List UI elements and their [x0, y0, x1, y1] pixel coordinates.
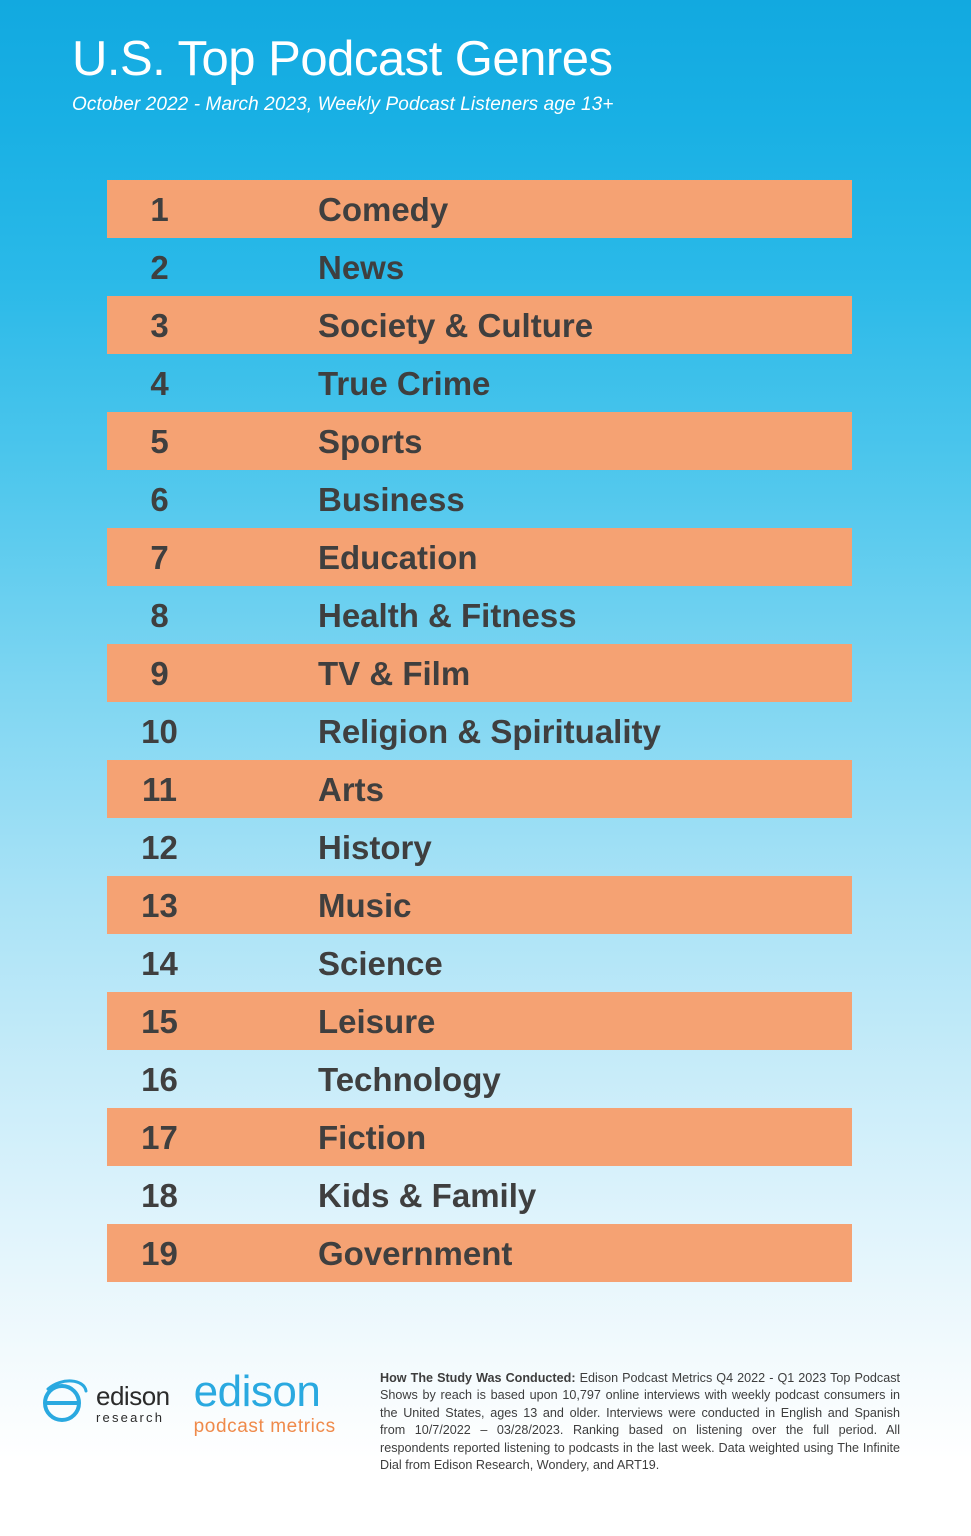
edison-research-word1: edison [96, 1380, 170, 1411]
rank-number: 6 [150, 480, 169, 518]
rank-number: 9 [150, 654, 169, 692]
study-body: Edison Podcast Metrics Q4 2022 - Q1 2023 Top Podcast Shows by reach is based upon 10,797 online interviews with weekly podcast consumers in the United States, ages 13 and older. Interviews were conducted in English and Spanish from 10/7/2022 – 03/28/2023. Ranking based on listening over the full period. All respondents reported listening to podcasts in the last week. Data weighted using The Infinite Dial from Edison Research, Wondery, and ART19. [380, 1371, 900, 1472]
genre-label: Kids & Family [318, 1176, 537, 1214]
table-row [107, 818, 852, 876]
rank-number: 5 [150, 422, 169, 460]
genre-label: Education [318, 538, 478, 576]
genre-label: Business [318, 480, 465, 518]
table-row [107, 586, 852, 644]
genre-label: Sports [318, 422, 423, 460]
table-row [107, 354, 852, 412]
table-row [107, 1166, 852, 1224]
page-title: U.S. Top Podcast Genres [72, 32, 613, 86]
rank-number: 1 [150, 190, 169, 228]
edison-research-logo [36, 1373, 170, 1434]
table-row [107, 934, 852, 992]
rank-number: 7 [150, 538, 169, 576]
table-row [107, 528, 852, 586]
table-row [107, 180, 852, 238]
genre-label: Health & Fitness [318, 596, 577, 634]
logo-group [0, 1367, 380, 1437]
genre-label: Comedy [318, 190, 449, 228]
page-footer [0, 1367, 971, 1474]
genre-label: History [318, 828, 432, 866]
rank-number: 11 [142, 770, 177, 808]
rank-number: 15 [141, 1002, 178, 1040]
rank-number: 18 [141, 1176, 178, 1214]
rank-number: 10 [141, 712, 178, 750]
edison-research-wordmark [96, 1380, 170, 1425]
table-row [107, 760, 852, 818]
rank-number: 8 [150, 596, 169, 634]
genre-label: Science [318, 944, 443, 982]
genre-label: Fiction [318, 1118, 427, 1156]
edison-research-word2: research [96, 1409, 165, 1425]
study-heading: How The Study Was Conducted: [380, 1371, 576, 1385]
table-row [107, 876, 852, 934]
edison-e-mark-icon [36, 1373, 92, 1434]
table-row [107, 702, 852, 760]
genre-label: Religion & Spirituality [318, 712, 661, 750]
genre-label: News [318, 248, 405, 286]
rank-number: 3 [150, 306, 169, 344]
edison-metrics-word1: edison [193, 1367, 321, 1416]
genre-label: True Crime [318, 364, 491, 402]
genre-label: TV & Film [318, 654, 471, 692]
rank-number: 12 [141, 828, 178, 866]
rank-number: 17 [141, 1118, 178, 1156]
study-methodology-text [380, 1370, 940, 1474]
page-subtitle: October 2022 - March 2023, Weekly Podcast Listeners age 13+ [72, 94, 614, 116]
genre-label: Music [318, 886, 412, 924]
table-row [107, 296, 852, 354]
genre-label: Society & Culture [318, 306, 594, 344]
genre-label: Arts [318, 770, 385, 808]
table-row [107, 644, 852, 702]
table-row [107, 470, 852, 528]
rank-number: 13 [141, 886, 178, 924]
rank-number: 19 [141, 1234, 178, 1272]
table-row [107, 412, 852, 470]
rank-number: 2 [150, 248, 169, 286]
table-row [107, 992, 852, 1050]
genre-ranking-list [107, 180, 852, 1282]
table-row [107, 1050, 852, 1108]
genre-label: Government [318, 1234, 513, 1272]
rank-number: 14 [141, 944, 178, 982]
rank-number: 16 [141, 1060, 178, 1098]
edison-metrics-word2: podcast metrics [193, 1416, 336, 1437]
table-row [107, 1224, 852, 1282]
table-row [107, 238, 852, 296]
genre-label: Leisure [318, 1002, 436, 1040]
genre-label: Technology [318, 1060, 501, 1098]
table-row [107, 1108, 852, 1166]
rank-number: 4 [150, 364, 169, 402]
edison-podcast-metrics-logo [193, 1367, 336, 1437]
page-header [0, 0, 971, 116]
